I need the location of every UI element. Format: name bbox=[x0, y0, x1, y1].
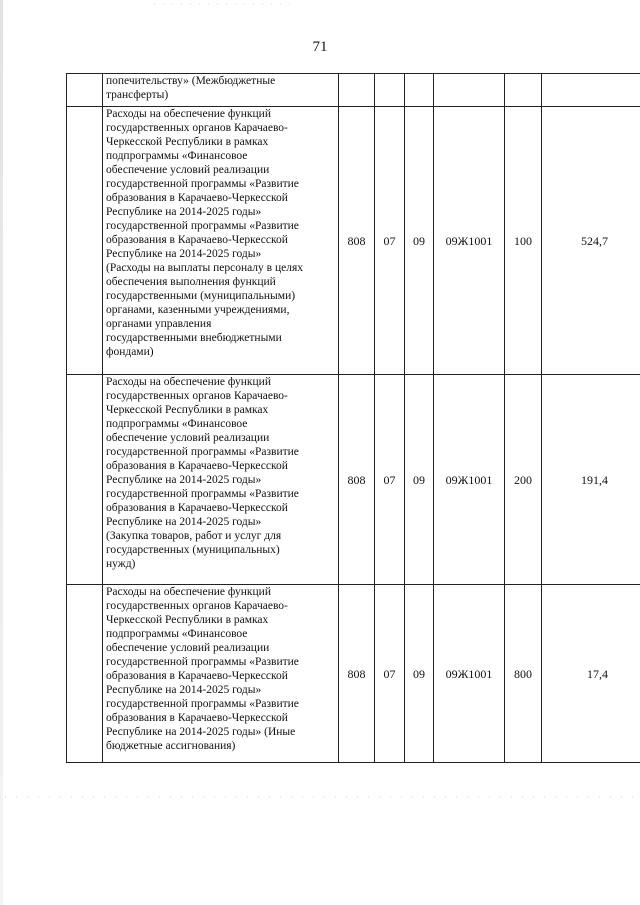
description-cell: Расходы на обеспечение функций государственных органов Карачаево- Черкесской Республики в рамках подпрограммы «Финансовое обеспечение условий реализации государственной программы «Развитие образования в Карачаево-Черкесской Республике на 2014-2025 годы» государственной программы «Развитие образования в Карачаево-Черкесской Республике на 2014-2025 годы» (Иные бюджетные ассигнования) bbox=[103, 585, 339, 763]
expense-type-cell: 100 bbox=[505, 107, 542, 375]
target-article-cell bbox=[434, 74, 505, 107]
subsection-code-cell bbox=[405, 74, 434, 107]
amount-cell: 17,4 bbox=[542, 585, 640, 763]
expense-type-cell: 800 bbox=[505, 585, 542, 763]
page-number: 71 bbox=[312, 39, 328, 55]
row-number-cell bbox=[67, 585, 103, 763]
description-cell: Расходы на обеспечение функций государственных органов Карачаево- Черкесской Республики в рамках подпрограммы «Финансовое обеспечение условий реализации государственной программы «Развитие образования в Карачаево-Черкесской Республике на 2014-2025 годы» государственной программы «Развитие образования в Карачаево-Черкесской Республике на 2014-2025 годы» (Закупка товаров, работ и услуг для государственных (муниципальных) нужд) bbox=[103, 375, 339, 585]
row-number-cell bbox=[67, 107, 103, 375]
ministry-code-cell: 808 bbox=[339, 585, 375, 763]
section-code-cell bbox=[375, 74, 405, 107]
section-code-cell: 07 bbox=[375, 375, 405, 585]
table-row bbox=[67, 375, 640, 585]
description-cell: попечительству» (Межбюджетные трансферты) bbox=[103, 74, 339, 107]
subsection-code-cell: 09 bbox=[405, 107, 434, 375]
scan-noise-bottom bbox=[0, 795, 640, 799]
ministry-code-cell: 808 bbox=[339, 375, 375, 585]
amount-cell: 524,7 bbox=[542, 107, 640, 375]
expense-type-cell: 200 bbox=[505, 375, 542, 585]
row-number-cell bbox=[67, 74, 103, 107]
budget-expenditure-table bbox=[66, 73, 640, 763]
scan-noise-top bbox=[150, 2, 290, 6]
amount-cell: 191,4 bbox=[542, 375, 640, 585]
table-row bbox=[67, 585, 640, 763]
subsection-code-cell: 09 bbox=[405, 375, 434, 585]
description-cell: Расходы на обеспечение функций государственных органов Карачаево- Черкесской Республики в рамках подпрограммы «Финансовое обеспечение условий реализации государственной программы «Развитие образования в Карачаево-Черкесской Республике на 2014-2025 годы» государственной программы «Развитие образования в Карачаево-Черкесской Республике на 2014-2025 годы» (Расходы на выплаты персоналу в целях обеспечения выполнения функций государственными (муниципальными) органами, казенными учреждениями, органами управления государственными внебюджетными фондами) bbox=[103, 107, 339, 375]
row-number-cell bbox=[67, 375, 103, 585]
subsection-code-cell: 09 bbox=[405, 585, 434, 763]
target-article-cell: 09Ж1001 bbox=[434, 375, 505, 585]
section-code-cell: 07 bbox=[375, 585, 405, 763]
table-row bbox=[67, 107, 640, 375]
scan-edge-shadow bbox=[0, 0, 3, 905]
amount-cell bbox=[542, 74, 640, 107]
ministry-code-cell bbox=[339, 74, 375, 107]
target-article-cell: 09Ж1001 bbox=[434, 107, 505, 375]
table-row bbox=[67, 74, 640, 107]
ministry-code-cell: 808 bbox=[339, 107, 375, 375]
target-article-cell: 09Ж1001 bbox=[434, 585, 505, 763]
section-code-cell: 07 bbox=[375, 107, 405, 375]
expense-type-cell bbox=[505, 74, 542, 107]
